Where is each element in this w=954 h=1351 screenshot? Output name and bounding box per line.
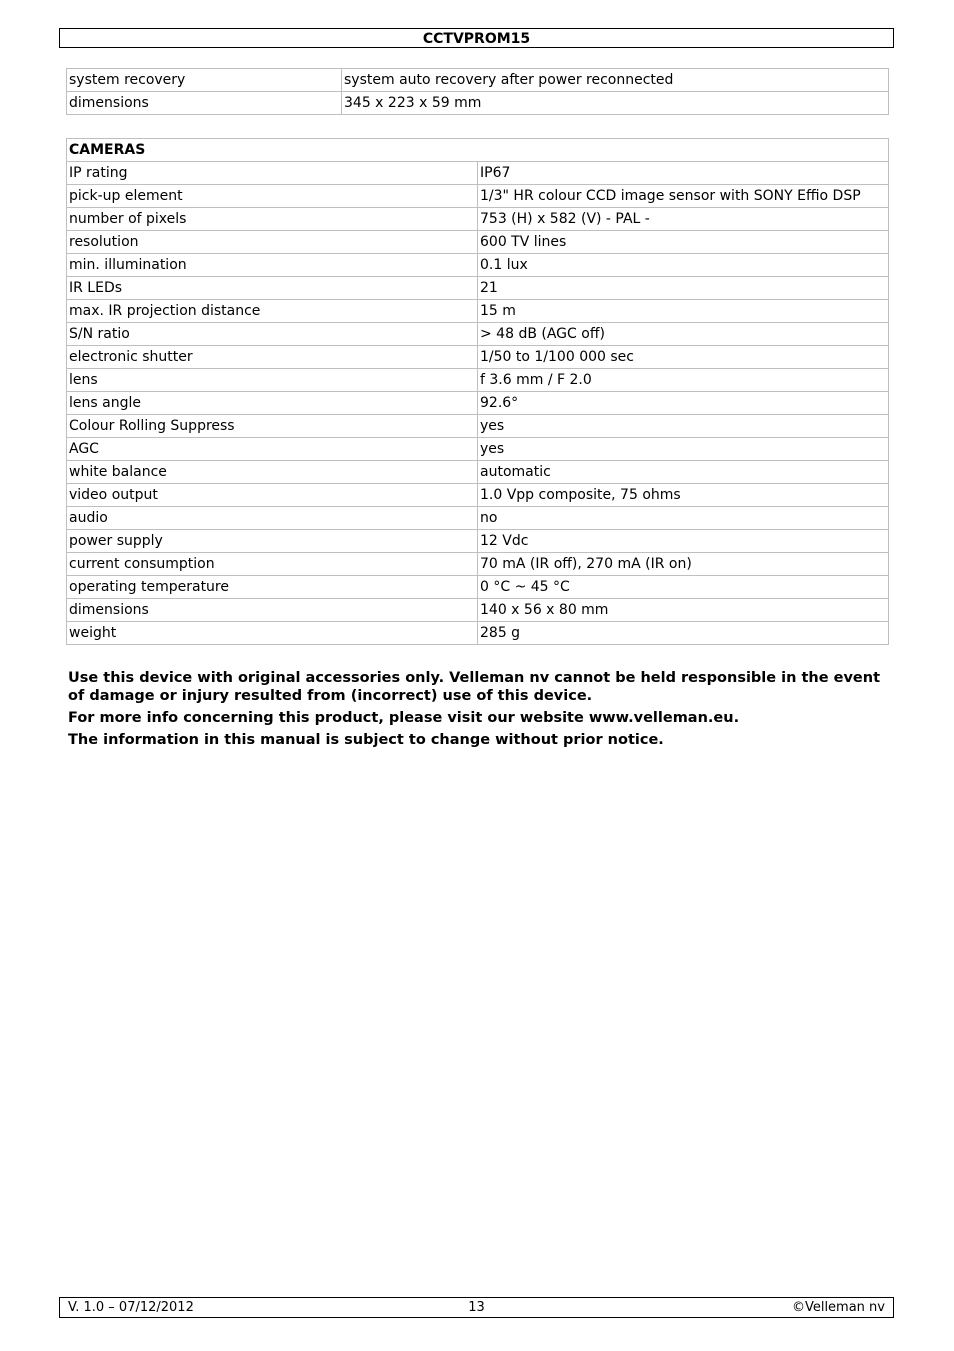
- spec-value: 1/50 to 1/100 000 sec: [478, 346, 889, 369]
- spec-value: no: [478, 507, 889, 530]
- spec-label: number of pixels: [67, 208, 478, 231]
- spec-label: dimensions: [67, 599, 478, 622]
- version-date: V. 1.0 – 07/12/2012: [68, 1300, 194, 1315]
- table-row: [67, 277, 889, 300]
- spec-value: 1.0 Vpp composite, 75 ohms: [478, 484, 889, 507]
- spec-value: automatic: [478, 461, 889, 484]
- spec-label: dimensions: [67, 92, 342, 115]
- spec-label: IP rating: [67, 162, 478, 185]
- table-row: [67, 254, 889, 277]
- spec-value: 92.6°: [478, 392, 889, 415]
- table-row: [67, 162, 889, 185]
- spec-label: power supply: [67, 530, 478, 553]
- spec-label: pick-up element: [67, 185, 478, 208]
- spec-value: 753 (H) x 582 (V) - PAL -: [478, 208, 889, 231]
- table-row: [67, 92, 889, 115]
- spec-label: min. illumination: [67, 254, 478, 277]
- spec-label: IR LEDs: [67, 277, 478, 300]
- spec-value: 1/3" HR colour CCD image sensor with SONY Effio DSP: [478, 185, 889, 208]
- spec-value: 600 TV lines: [478, 231, 889, 254]
- table-row: [67, 530, 889, 553]
- spec-value: yes: [478, 438, 889, 461]
- table-row: [67, 484, 889, 507]
- spec-label: S/N ratio: [67, 323, 478, 346]
- spec-value: f 3.6 mm / F 2.0: [478, 369, 889, 392]
- spec-label: lens angle: [67, 392, 478, 415]
- spec-label: video output: [67, 484, 478, 507]
- table-row: [67, 300, 889, 323]
- spec-value: 140 x 56 x 80 mm: [478, 599, 889, 622]
- spec-label: max. IR projection distance: [67, 300, 478, 323]
- spec-label: electronic shutter: [67, 346, 478, 369]
- spec-label: weight: [67, 622, 478, 645]
- table-row: [67, 392, 889, 415]
- table-row: [67, 622, 889, 645]
- table-row: [67, 69, 889, 92]
- spec-value: 285 g: [478, 622, 889, 645]
- table-row: [67, 208, 889, 231]
- page-header: [59, 28, 894, 48]
- notes-section: [68, 669, 888, 753]
- spec-label: resolution: [67, 231, 478, 254]
- table-row: [67, 346, 889, 369]
- spec-value: 15 m: [478, 300, 889, 323]
- spec-value: > 48 dB (AGC off): [478, 323, 889, 346]
- spec-label: white balance: [67, 461, 478, 484]
- table-row: [67, 507, 889, 530]
- spec-label: Colour Rolling Suppress: [67, 415, 478, 438]
- spec-value: 70 mA (IR off), 270 mA (IR on): [478, 553, 889, 576]
- spec-label: lens: [67, 369, 478, 392]
- table-row: [67, 369, 889, 392]
- table-row: [67, 415, 889, 438]
- table-row: [67, 599, 889, 622]
- table-row: [67, 461, 889, 484]
- section-header-row: [67, 139, 889, 162]
- spec-value: 0 °C ~ 45 °C: [478, 576, 889, 599]
- spec-value: system auto recovery after power reconnected: [342, 69, 889, 92]
- document-title: CCTVPROM15: [422, 31, 531, 47]
- section-title: CAMERAS: [67, 139, 889, 162]
- spec-value: IP67: [478, 162, 889, 185]
- table-row: [67, 231, 889, 254]
- spec-value: 12 Vdc: [478, 530, 889, 553]
- website-info: For more info concerning this product, please visit our website www.velleman.eu.: [68, 710, 740, 726]
- table-row: [67, 576, 889, 599]
- table-row: [67, 323, 889, 346]
- spec-label: audio: [67, 507, 478, 530]
- spec-value: 0.1 lux: [478, 254, 889, 277]
- spec-label: AGC: [67, 438, 478, 461]
- page-number: 13: [468, 1300, 485, 1315]
- copyright: ©Velleman nv: [791, 1300, 885, 1315]
- system-spec-table: [66, 68, 889, 115]
- spec-value: 21: [478, 277, 889, 300]
- spec-value: 345 x 223 x 59 mm: [342, 92, 889, 115]
- table-row: [67, 185, 889, 208]
- table-row: [67, 438, 889, 461]
- spec-label: operating temperature: [67, 576, 478, 599]
- spec-label: current consumption: [67, 553, 478, 576]
- change-notice: The information in this manual is subject to change without prior notice.: [68, 732, 664, 748]
- page-footer: [59, 1297, 894, 1318]
- table-row: [67, 553, 889, 576]
- cameras-spec-table: [66, 138, 889, 645]
- spec-label: system recovery: [67, 69, 342, 92]
- spec-value: yes: [478, 415, 889, 438]
- accessories-disclaimer: Use this device with original accessories only. Velleman nv cannot be held responsible in the event of damage or injury resulted from (incorrect) use of this device.: [68, 670, 880, 704]
